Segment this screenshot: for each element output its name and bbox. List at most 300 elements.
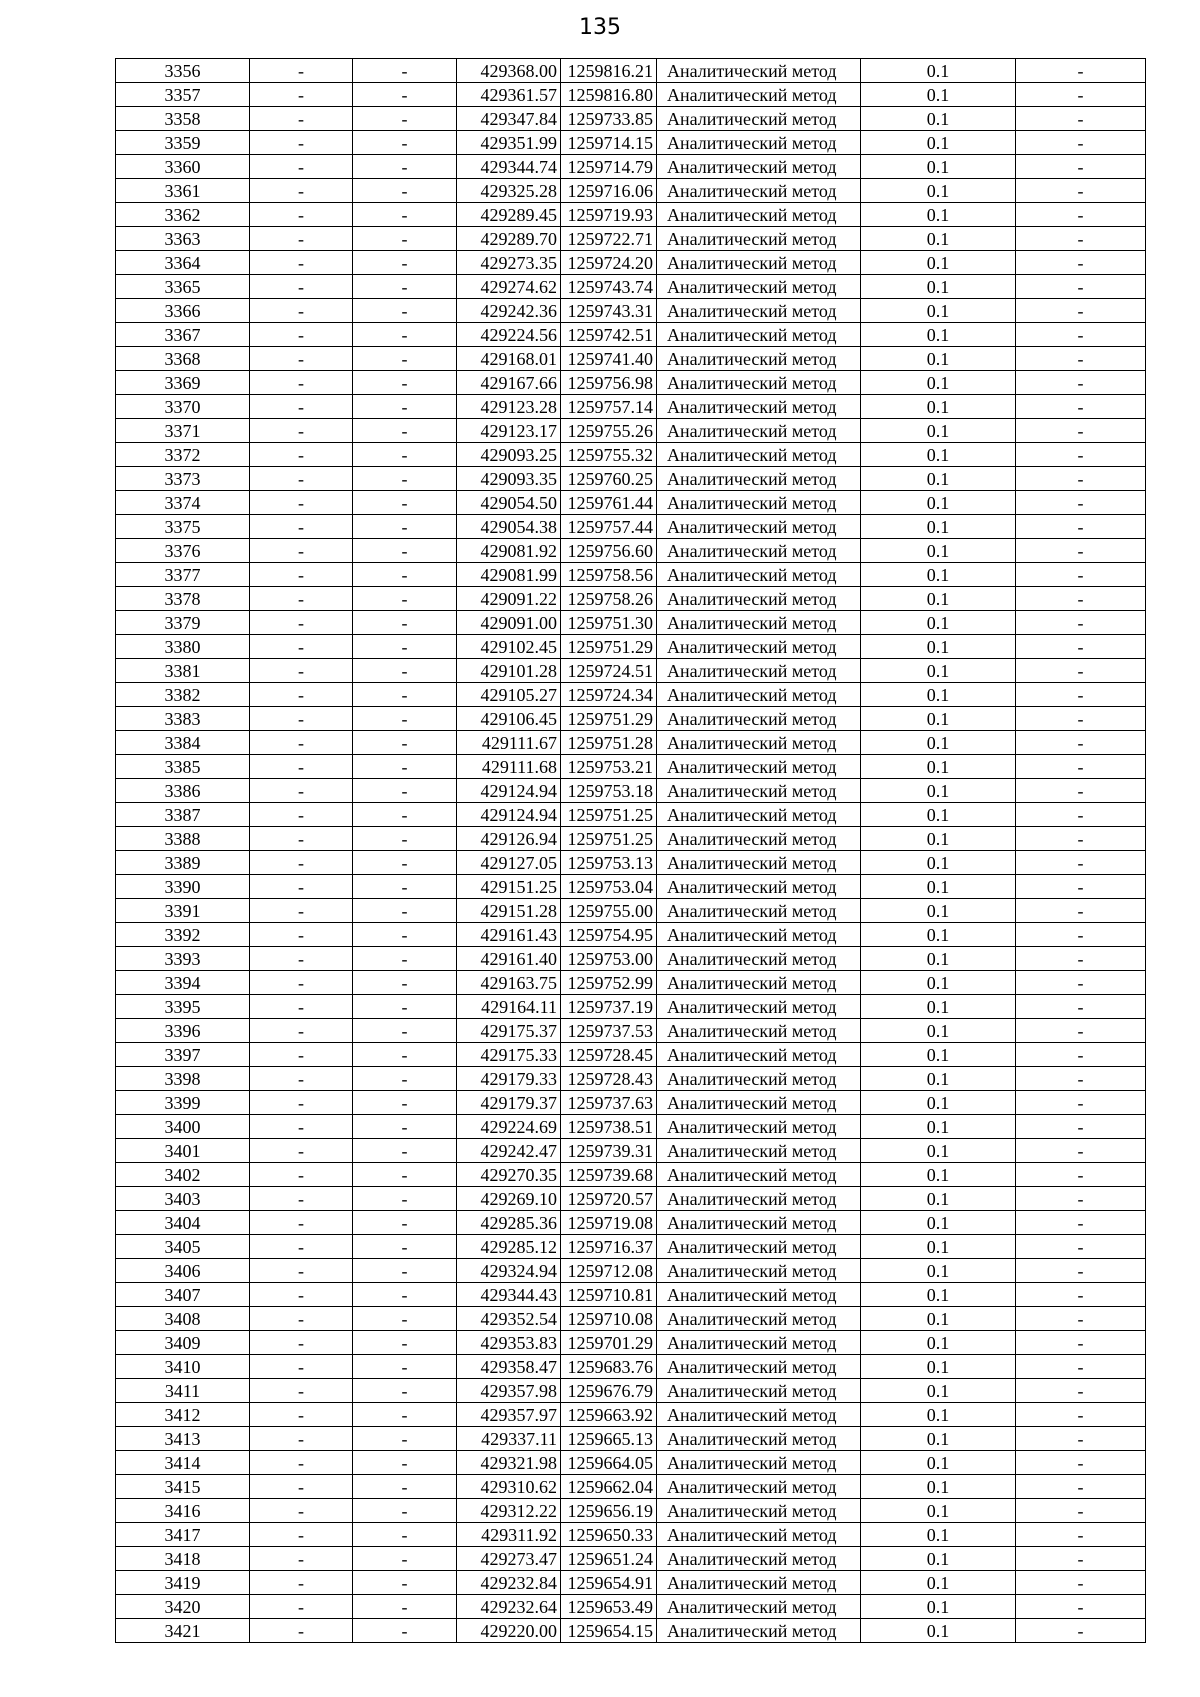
point-number: 3357 <box>116 83 250 107</box>
accuracy: 0.1 <box>861 107 1016 131</box>
cell-col8: - <box>1016 947 1146 971</box>
cell-col8: - <box>1016 851 1146 875</box>
cell-col2: - <box>250 587 353 611</box>
table-row <box>116 539 1146 563</box>
accuracy: 0.1 <box>861 1475 1016 1499</box>
coord-x: 429270.35 <box>457 1163 561 1187</box>
coord-x: 429151.28 <box>457 899 561 923</box>
cell-col3: - <box>353 227 457 251</box>
cell-col8: - <box>1016 59 1146 83</box>
coord-x: 429242.36 <box>457 299 561 323</box>
method: Аналитический метод <box>657 1043 861 1067</box>
point-number: 3398 <box>116 1067 250 1091</box>
cell-col3: - <box>353 1067 457 1091</box>
accuracy: 0.1 <box>861 1187 1016 1211</box>
coord-y: 1259738.51 <box>561 1115 657 1139</box>
table-row <box>116 1019 1146 1043</box>
accuracy: 0.1 <box>861 587 1016 611</box>
method: Аналитический метод <box>657 1355 861 1379</box>
method: Аналитический метод <box>657 1211 861 1235</box>
cell-col3: - <box>353 83 457 107</box>
table-row <box>116 467 1146 491</box>
table-row <box>116 323 1146 347</box>
coord-y: 1259710.81 <box>561 1283 657 1307</box>
cell-col8: - <box>1016 1163 1146 1187</box>
cell-col2: - <box>250 1211 353 1235</box>
point-number: 3421 <box>116 1619 250 1643</box>
cell-col2: - <box>250 1307 353 1331</box>
method: Аналитический метод <box>657 563 861 587</box>
table-row <box>116 1355 1146 1379</box>
table-row <box>116 347 1146 371</box>
coord-y: 1259739.68 <box>561 1163 657 1187</box>
point-number: 3417 <box>116 1523 250 1547</box>
cell-col2: - <box>250 1475 353 1499</box>
coord-x: 429093.25 <box>457 443 561 467</box>
point-number: 3365 <box>116 275 250 299</box>
method: Аналитический метод <box>657 1235 861 1259</box>
cell-col8: - <box>1016 1019 1146 1043</box>
point-number: 3374 <box>116 491 250 515</box>
coord-x: 429127.05 <box>457 851 561 875</box>
point-number: 3372 <box>116 443 250 467</box>
method: Аналитический метод <box>657 323 861 347</box>
cell-col3: - <box>353 1211 457 1235</box>
point-number: 3364 <box>116 251 250 275</box>
accuracy: 0.1 <box>861 1547 1016 1571</box>
method: Аналитический метод <box>657 1259 861 1283</box>
table-row <box>116 971 1146 995</box>
coord-x: 429126.94 <box>457 827 561 851</box>
table-row <box>116 1379 1146 1403</box>
coord-y: 1259756.98 <box>561 371 657 395</box>
table-row <box>116 275 1146 299</box>
accuracy: 0.1 <box>861 395 1016 419</box>
point-number: 3380 <box>116 635 250 659</box>
coord-y: 1259753.00 <box>561 947 657 971</box>
cell-col8: - <box>1016 1355 1146 1379</box>
cell-col3: - <box>353 851 457 875</box>
method: Аналитический метод <box>657 1523 861 1547</box>
method: Аналитический метод <box>657 491 861 515</box>
cell-col8: - <box>1016 467 1146 491</box>
coord-y: 1259654.15 <box>561 1619 657 1643</box>
cell-col3: - <box>353 875 457 899</box>
method: Аналитический метод <box>657 59 861 83</box>
cell-col2: - <box>250 971 353 995</box>
point-number: 3411 <box>116 1379 250 1403</box>
point-number: 3415 <box>116 1475 250 1499</box>
coord-y: 1259676.79 <box>561 1379 657 1403</box>
coord-y: 1259760.25 <box>561 467 657 491</box>
table-row <box>116 1115 1146 1139</box>
cell-col3: - <box>353 1331 457 1355</box>
table-row <box>116 779 1146 803</box>
cell-col3: - <box>353 1091 457 1115</box>
cell-col2: - <box>250 731 353 755</box>
cell-col3: - <box>353 491 457 515</box>
cell-col3: - <box>353 1475 457 1499</box>
coord-y: 1259816.80 <box>561 83 657 107</box>
coord-y: 1259720.57 <box>561 1187 657 1211</box>
method: Аналитический метод <box>657 227 861 251</box>
coord-y: 1259716.37 <box>561 1235 657 1259</box>
method: Аналитический метод <box>657 587 861 611</box>
cell-col8: - <box>1016 1571 1146 1595</box>
table-row <box>116 659 1146 683</box>
method: Аналитический метод <box>657 1451 861 1475</box>
table-row <box>116 395 1146 419</box>
point-number: 3401 <box>116 1139 250 1163</box>
point-number: 3362 <box>116 203 250 227</box>
accuracy: 0.1 <box>861 803 1016 827</box>
cell-col8: - <box>1016 1403 1146 1427</box>
method: Аналитический метод <box>657 1067 861 1091</box>
accuracy: 0.1 <box>861 683 1016 707</box>
cell-col3: - <box>353 467 457 491</box>
cell-col2: - <box>250 1547 353 1571</box>
coord-y: 1259662.04 <box>561 1475 657 1499</box>
cell-col8: - <box>1016 131 1146 155</box>
method: Аналитический метод <box>657 395 861 419</box>
coord-y: 1259755.26 <box>561 419 657 443</box>
cell-col2: - <box>250 1379 353 1403</box>
table-row <box>116 1235 1146 1259</box>
cell-col2: - <box>250 1403 353 1427</box>
method: Аналитический метод <box>657 179 861 203</box>
table-row <box>116 515 1146 539</box>
cell-col3: - <box>353 971 457 995</box>
table-row <box>116 1547 1146 1571</box>
cell-col8: - <box>1016 1211 1146 1235</box>
cell-col8: - <box>1016 1427 1146 1451</box>
cell-col8: - <box>1016 971 1146 995</box>
coord-x: 429285.12 <box>457 1235 561 1259</box>
cell-col3: - <box>353 203 457 227</box>
page-number: 135 <box>579 15 621 40</box>
method: Аналитический метод <box>657 731 861 755</box>
cell-col2: - <box>250 1619 353 1643</box>
cell-col8: - <box>1016 1307 1146 1331</box>
point-number: 3370 <box>116 395 250 419</box>
cell-col2: - <box>250 1163 353 1187</box>
cell-col2: - <box>250 299 353 323</box>
cell-col3: - <box>353 947 457 971</box>
cell-col3: - <box>353 1355 457 1379</box>
cell-col8: - <box>1016 371 1146 395</box>
method: Аналитический метод <box>657 1139 861 1163</box>
cell-col3: - <box>353 1139 457 1163</box>
coord-y: 1259733.85 <box>561 107 657 131</box>
coord-y: 1259701.29 <box>561 1331 657 1355</box>
cell-col8: - <box>1016 1331 1146 1355</box>
cell-col3: - <box>353 779 457 803</box>
coord-y: 1259728.45 <box>561 1043 657 1067</box>
coord-x: 429111.68 <box>457 755 561 779</box>
accuracy: 0.1 <box>861 1163 1016 1187</box>
table-row <box>116 1163 1146 1187</box>
cell-col2: - <box>250 275 353 299</box>
method: Аналитический метод <box>657 83 861 107</box>
cell-col8: - <box>1016 731 1146 755</box>
coord-y: 1259756.60 <box>561 539 657 563</box>
coord-x: 429081.92 <box>457 539 561 563</box>
table-row <box>116 1499 1146 1523</box>
method: Аналитический метод <box>657 1379 861 1403</box>
table-row <box>116 491 1146 515</box>
accuracy: 0.1 <box>861 755 1016 779</box>
table-row <box>116 707 1146 731</box>
cell-col8: - <box>1016 803 1146 827</box>
cell-col2: - <box>250 515 353 539</box>
cell-col3: - <box>353 803 457 827</box>
method: Аналитический метод <box>657 1547 861 1571</box>
coord-x: 429352.54 <box>457 1307 561 1331</box>
cell-col3: - <box>353 1595 457 1619</box>
cell-col2: - <box>250 1451 353 1475</box>
point-number: 3386 <box>116 779 250 803</box>
point-number: 3406 <box>116 1259 250 1283</box>
accuracy: 0.1 <box>861 203 1016 227</box>
table-row <box>116 587 1146 611</box>
cell-col8: - <box>1016 1379 1146 1403</box>
cell-col8: - <box>1016 491 1146 515</box>
point-number: 3409 <box>116 1331 250 1355</box>
coord-y: 1259743.31 <box>561 299 657 323</box>
coord-x: 429289.45 <box>457 203 561 227</box>
coord-x: 429124.94 <box>457 779 561 803</box>
cell-col2: - <box>250 155 353 179</box>
coord-y: 1259716.06 <box>561 179 657 203</box>
accuracy: 0.1 <box>861 1259 1016 1283</box>
cell-col3: - <box>353 1163 457 1187</box>
cell-col3: - <box>353 635 457 659</box>
method: Аналитический метод <box>657 1475 861 1499</box>
coord-y: 1259816.21 <box>561 59 657 83</box>
cell-col3: - <box>353 1235 457 1259</box>
cell-col3: - <box>353 323 457 347</box>
method: Аналитический метод <box>657 611 861 635</box>
cell-col8: - <box>1016 83 1146 107</box>
accuracy: 0.1 <box>861 1091 1016 1115</box>
cell-col3: - <box>353 923 457 947</box>
cell-col8: - <box>1016 1619 1146 1643</box>
coordinates-table <box>115 58 1146 1643</box>
cell-col8: - <box>1016 827 1146 851</box>
cell-col2: - <box>250 395 353 419</box>
coord-x: 429179.37 <box>457 1091 561 1115</box>
point-number: 3405 <box>116 1235 250 1259</box>
coord-y: 1259719.93 <box>561 203 657 227</box>
table-row <box>116 1619 1146 1643</box>
accuracy: 0.1 <box>861 1019 1016 1043</box>
cell-col2: - <box>250 1499 353 1523</box>
table-row <box>116 827 1146 851</box>
cell-col2: - <box>250 707 353 731</box>
point-number: 3390 <box>116 875 250 899</box>
cell-col2: - <box>250 1355 353 1379</box>
table-row <box>116 803 1146 827</box>
table-row <box>116 1523 1146 1547</box>
table-row <box>116 1427 1146 1451</box>
cell-col2: - <box>250 995 353 1019</box>
method: Аналитический метод <box>657 131 861 155</box>
table-row <box>116 59 1146 83</box>
cell-col3: - <box>353 59 457 83</box>
method: Аналитический метод <box>657 803 861 827</box>
cell-col8: - <box>1016 707 1146 731</box>
cell-col8: - <box>1016 875 1146 899</box>
method: Аналитический метод <box>657 875 861 899</box>
method: Аналитический метод <box>657 899 861 923</box>
coord-x: 429312.22 <box>457 1499 561 1523</box>
accuracy: 0.1 <box>861 419 1016 443</box>
point-number: 3371 <box>116 419 250 443</box>
method: Аналитический метод <box>657 779 861 803</box>
method: Аналитический метод <box>657 155 861 179</box>
table-row <box>116 1043 1146 1067</box>
point-number: 3394 <box>116 971 250 995</box>
method: Аналитический метод <box>657 251 861 275</box>
point-number: 3363 <box>116 227 250 251</box>
coord-x: 429093.35 <box>457 467 561 491</box>
cell-col8: - <box>1016 323 1146 347</box>
coord-y: 1259724.51 <box>561 659 657 683</box>
accuracy: 0.1 <box>861 1427 1016 1451</box>
cell-col2: - <box>250 419 353 443</box>
cell-col3: - <box>353 1427 457 1451</box>
cell-col8: - <box>1016 1595 1146 1619</box>
point-number: 3384 <box>116 731 250 755</box>
coord-x: 429101.28 <box>457 659 561 683</box>
accuracy: 0.1 <box>861 155 1016 179</box>
accuracy: 0.1 <box>861 1619 1016 1643</box>
coord-y: 1259737.19 <box>561 995 657 1019</box>
method: Аналитический метод <box>657 755 861 779</box>
accuracy: 0.1 <box>861 1331 1016 1355</box>
table-row <box>116 107 1146 131</box>
cell-col2: - <box>250 1067 353 1091</box>
point-number: 3379 <box>116 611 250 635</box>
method: Аналитический метод <box>657 443 861 467</box>
cell-col2: - <box>250 947 353 971</box>
coord-x: 429269.10 <box>457 1187 561 1211</box>
coord-y: 1259753.13 <box>561 851 657 875</box>
cell-col3: - <box>353 371 457 395</box>
coord-y: 1259650.33 <box>561 1523 657 1547</box>
cell-col8: - <box>1016 1043 1146 1067</box>
cell-col3: - <box>353 1379 457 1403</box>
cell-col3: - <box>353 827 457 851</box>
coord-x: 429325.28 <box>457 179 561 203</box>
point-number: 3396 <box>116 1019 250 1043</box>
table-row <box>116 1595 1146 1619</box>
cell-col3: - <box>353 539 457 563</box>
cell-col3: - <box>353 251 457 275</box>
cell-col2: - <box>250 1283 353 1307</box>
table-row <box>116 755 1146 779</box>
cell-col3: - <box>353 443 457 467</box>
point-number: 3419 <box>116 1571 250 1595</box>
cell-col8: - <box>1016 995 1146 1019</box>
cell-col8: - <box>1016 1523 1146 1547</box>
method: Аналитический метод <box>657 299 861 323</box>
coord-y: 1259710.08 <box>561 1307 657 1331</box>
method: Аналитический метод <box>657 971 861 995</box>
point-number: 3402 <box>116 1163 250 1187</box>
table-row <box>116 1331 1146 1355</box>
table-row <box>116 1139 1146 1163</box>
coord-x: 429310.62 <box>457 1475 561 1499</box>
accuracy: 0.1 <box>861 227 1016 251</box>
accuracy: 0.1 <box>861 611 1016 635</box>
table-row <box>116 299 1146 323</box>
point-number: 3387 <box>116 803 250 827</box>
cell-col8: - <box>1016 539 1146 563</box>
accuracy: 0.1 <box>861 1451 1016 1475</box>
cell-col2: - <box>250 443 353 467</box>
point-number: 3413 <box>116 1427 250 1451</box>
cell-col2: - <box>250 659 353 683</box>
coord-x: 429105.27 <box>457 683 561 707</box>
cell-col2: - <box>250 467 353 491</box>
point-number: 3389 <box>116 851 250 875</box>
coord-y: 1259753.21 <box>561 755 657 779</box>
method: Аналитический метод <box>657 1091 861 1115</box>
method: Аналитический метод <box>657 995 861 1019</box>
method: Аналитический метод <box>657 1403 861 1427</box>
point-number: 3407 <box>116 1283 250 1307</box>
table-row <box>116 1259 1146 1283</box>
cell-col2: - <box>250 107 353 131</box>
table-row <box>116 923 1146 947</box>
point-number: 3382 <box>116 683 250 707</box>
cell-col3: - <box>353 1451 457 1475</box>
coord-x: 429361.57 <box>457 83 561 107</box>
coord-x: 429344.43 <box>457 1283 561 1307</box>
table-row <box>116 179 1146 203</box>
cell-col2: - <box>250 491 353 515</box>
cell-col3: - <box>353 1019 457 1043</box>
cell-col2: - <box>250 59 353 83</box>
cell-col3: - <box>353 1307 457 1331</box>
cell-col2: - <box>250 251 353 275</box>
table-row <box>116 947 1146 971</box>
point-number: 3366 <box>116 299 250 323</box>
cell-col3: - <box>353 707 457 731</box>
cell-col2: - <box>250 755 353 779</box>
table-row <box>116 1475 1146 1499</box>
cell-col8: - <box>1016 443 1146 467</box>
cell-col3: - <box>353 1187 457 1211</box>
cell-col8: - <box>1016 923 1146 947</box>
coord-x: 429091.00 <box>457 611 561 635</box>
accuracy: 0.1 <box>861 1211 1016 1235</box>
cell-col3: - <box>353 587 457 611</box>
point-number: 3359 <box>116 131 250 155</box>
cell-col2: - <box>250 1523 353 1547</box>
method: Аналитический метод <box>657 1283 861 1307</box>
accuracy: 0.1 <box>861 731 1016 755</box>
cell-col2: - <box>250 1115 353 1139</box>
point-number: 3397 <box>116 1043 250 1067</box>
coord-x: 429102.45 <box>457 635 561 659</box>
cell-col2: - <box>250 1019 353 1043</box>
cell-col2: - <box>250 779 353 803</box>
accuracy: 0.1 <box>861 635 1016 659</box>
method: Аналитический метод <box>657 635 861 659</box>
cell-col8: - <box>1016 611 1146 635</box>
